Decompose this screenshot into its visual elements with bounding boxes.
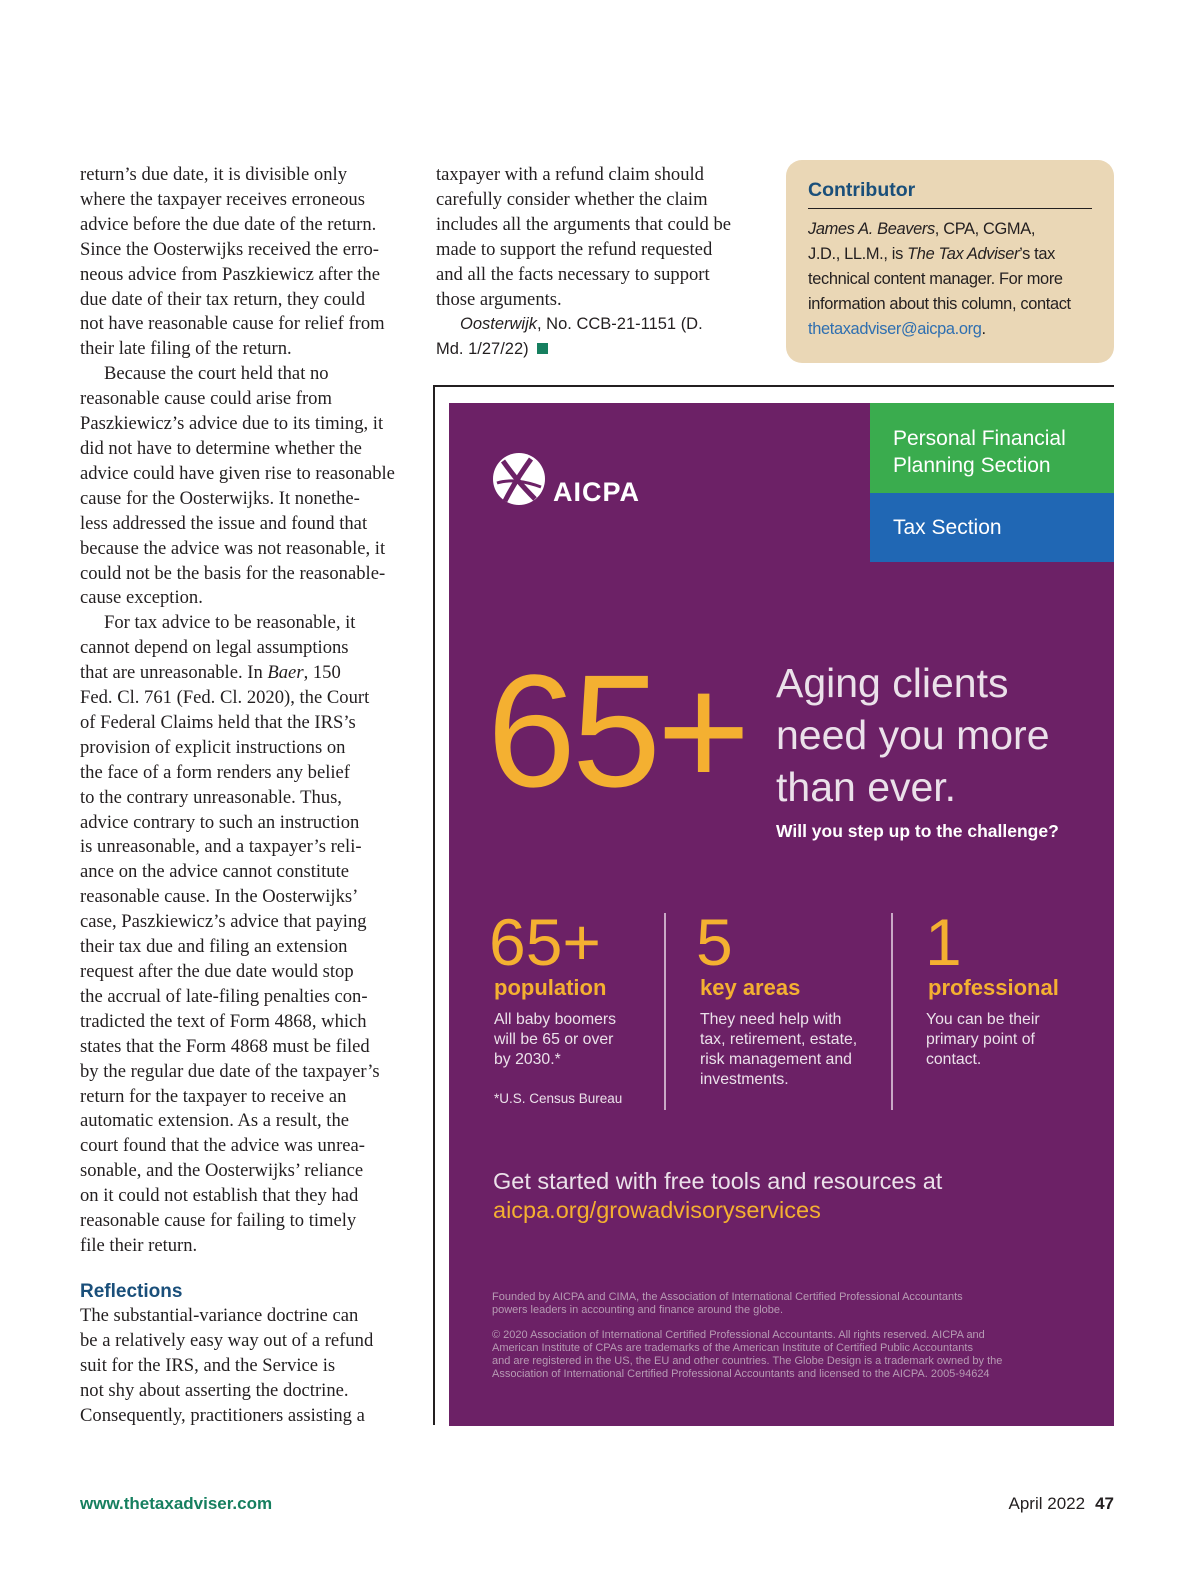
text-line: sonable, and the Oosterwijks’ reliance [80, 1160, 364, 1182]
desc-line: primary point of [926, 1031, 1035, 1048]
contributor-box [786, 160, 1114, 363]
aicpa-logo [491, 451, 641, 511]
desc-line: will be 65 or over [494, 1031, 614, 1048]
end-mark-icon [537, 343, 548, 354]
desc-line: They need help with [700, 1011, 842, 1028]
contributor-name: James A. Beavers [808, 220, 935, 238]
reflections-heading: Reflections [80, 1280, 183, 1302]
bio-text: . [981, 320, 986, 338]
page-number: 47 [1095, 1494, 1114, 1513]
text-line: file their return. [80, 1234, 198, 1256]
fine-line: Founded by AICPA and CIMA, the Association of International Certified Professional Accountants [492, 1291, 963, 1303]
bio-text: J.D., LL.M., is [808, 245, 908, 263]
ad-call-to-action [493, 1167, 942, 1225]
contributor-bio [808, 217, 1092, 342]
text-line: return for the taxpayer to receive an [80, 1085, 347, 1107]
bio-line: information about this column, contact [808, 295, 1071, 313]
text-line: advice before the due date of the return. [80, 213, 377, 235]
text-line: due date of their tax return, they could [80, 288, 365, 310]
stat-number: 1 [925, 905, 962, 979]
text-line: be a relatively easy way out of a refund [80, 1329, 374, 1351]
text-line: includes all the arguments that could be [436, 213, 732, 235]
footer-website-link[interactable]: www.thetaxadviser.com [80, 1494, 273, 1513]
desc-line: tax, retirement, estate, [700, 1031, 858, 1048]
stat-label: population [494, 975, 607, 1000]
stat-description [494, 1010, 616, 1070]
bio-line [808, 317, 1092, 342]
issue-date: April 2022 [1008, 1494, 1086, 1513]
text-line: Since the Oosterwijks received the erro- [80, 238, 379, 260]
case-citation [436, 312, 766, 362]
text-line: could not be the basis for the reasonable- [80, 562, 386, 584]
text-line [80, 661, 415, 686]
headline-line: Aging clients [776, 660, 1009, 706]
bio-text: ’s tax [1019, 245, 1055, 263]
aicpa-advertisement [449, 403, 1114, 1426]
cite-text: Md. 1/27/22) [436, 340, 529, 359]
text-line: For tax advice to be reasonable, it [104, 612, 356, 634]
text-line: Consequently, practitioners assisting a [80, 1404, 365, 1426]
stat-number: 65+ [489, 905, 601, 979]
stat-description [700, 1010, 857, 1090]
text-line: automatic extension. As a result, the [80, 1110, 350, 1132]
article-column-1 [80, 163, 415, 1428]
headline-line: need you more [776, 712, 1050, 758]
text-line: The substantial-variance doctrine can [80, 1304, 359, 1326]
desc-line: All baby boomers [494, 1011, 617, 1028]
text-line: on it could not establish that they had [80, 1185, 359, 1207]
section-label-line: Personal Financial [893, 427, 1066, 450]
text-line: made to support the refund requested [436, 238, 713, 260]
text-line: by the regular due date of the taxpayer’s [80, 1060, 380, 1082]
ad-frame-top-rule [433, 385, 1114, 387]
text-line: return’s due date, it is divisible only [80, 164, 347, 185]
bio-line [808, 217, 1092, 242]
paragraph-5 [436, 163, 766, 312]
text-line: states that the Form 4868 must be filed [80, 1035, 370, 1057]
text-line: case, Paszkiewicz’s advice that paying [80, 911, 367, 933]
paragraph-2 [80, 362, 415, 611]
big-number: 65+ [487, 641, 747, 820]
text-line: court found that the advice was unrea- [80, 1135, 365, 1157]
ad-subheadline: Will you step up to the challenge? [776, 821, 1059, 841]
text-line: where the taxpayer receives erroneous [80, 188, 365, 210]
stat-label: professional [928, 975, 1059, 1000]
section-label-line: Planning Section [893, 454, 1051, 477]
text-line [436, 312, 766, 337]
ad-fine-print-2 [492, 1329, 1002, 1381]
text-line: ance on the advice cannot constitute [80, 861, 349, 883]
text-line: suit for the IRS, and the Service is [80, 1354, 336, 1376]
paragraph-1 [80, 163, 415, 362]
cta-url-link[interactable]: aicpa.org/growadvisoryservices [493, 1197, 821, 1223]
text-line: of Federal Claims held that the IRS’s [80, 711, 356, 733]
bio-text: , CPA, CGMA, [934, 220, 1036, 238]
paragraph-4 [80, 1304, 415, 1429]
text-line [436, 337, 766, 362]
text-line: provision of explicit instructions on [80, 736, 346, 758]
text-line: not have reasonable cause for relief from [80, 313, 385, 335]
stat-label: key areas [700, 975, 801, 1000]
article-column-2 [436, 163, 766, 362]
contact-email-link[interactable]: thetaxadviser@aicpa.org [808, 320, 982, 338]
text-line: cause for the Oosterwijks. It nonethe- [80, 487, 360, 509]
text-line: carefully consider whether the claim [436, 188, 708, 210]
text-line: and all the facts necessary to support [436, 263, 710, 285]
stat-divider [891, 913, 893, 1110]
footer-issue [1009, 1494, 1114, 1514]
text-line: did not have to determine whether the [80, 437, 362, 459]
desc-line: You can be their [926, 1011, 1040, 1028]
case-name: Baer [267, 662, 304, 684]
text-line: their late filing of the return. [80, 338, 292, 360]
text-line: cannot depend on legal assumptions [80, 637, 349, 659]
fine-line: American Institute of CPAs are trademarks of the American Institute of Certified Public Accountants [492, 1342, 973, 1354]
text-line: their tax due and filing an extension [80, 936, 348, 958]
cite-text: , No. CCB-21-1151 (D. [537, 315, 703, 334]
text-line: because the advice was not reasonable, it [80, 537, 386, 559]
text-line: tradicted the text of Form 4868, which [80, 1010, 367, 1032]
section-tax [870, 493, 1114, 562]
desc-line: by 2030.* [494, 1051, 561, 1068]
text-line: neous advice from Paszkiewicz after the [80, 263, 380, 285]
globe-logo-icon [491, 451, 547, 507]
stat-footnote: *U.S. Census Bureau [494, 1091, 623, 1106]
publication-name: The Tax Adviser [907, 245, 1020, 263]
ad-headline [776, 657, 1050, 813]
desc-line: contact. [926, 1051, 982, 1068]
desc-line: investments. [700, 1071, 789, 1088]
cta-text: Get started with free tools and resources at [493, 1168, 943, 1194]
fine-line: and are registered in the US, the EU and other countries. The Globe Design is a trademark owned by the [492, 1355, 1003, 1367]
headline-line: than ever. [776, 764, 957, 810]
ad-fine-print-1 [492, 1291, 963, 1317]
desc-line: risk management and [700, 1051, 852, 1068]
text-line: Paszkiewicz’s advice due to its timing, it [80, 413, 384, 435]
text-line: Because the court held that no [104, 363, 329, 385]
text-line: taxpayer with a refund claim should [436, 164, 704, 185]
fine-line: powers leaders in accounting and finance around the globe. [492, 1304, 784, 1316]
text-line: the accrual of late-filing penalties con- [80, 985, 368, 1007]
text-line: advice could have given rise to reasonable [80, 462, 395, 484]
text-line: reasonable cause. In the Oosterwijks’ [80, 886, 359, 908]
paragraph-3 [80, 611, 415, 1259]
text-run: that are unreasonable. In [80, 662, 268, 684]
text-line: cause exception. [80, 587, 203, 609]
text-line: the face of a form renders any belief [80, 761, 350, 783]
bio-line [808, 242, 1092, 267]
aicpa-logo-text: AICPA [553, 477, 641, 507]
cite-case-name: Oosterwijk [460, 315, 538, 334]
stat-divider [664, 913, 666, 1110]
text-line: reasonable cause for failing to timely [80, 1210, 357, 1232]
section-label-line: Tax Section [893, 516, 1002, 539]
text-line: reasonable cause could arise from [80, 388, 332, 410]
bio-line: technical content manager. For more [808, 270, 1063, 288]
stat-number: 5 [696, 905, 733, 979]
text-line: advice contrary to such an instruction [80, 811, 360, 833]
contributor-title: Contributor [808, 178, 1092, 209]
section-personal-financial-planning [870, 403, 1114, 493]
text-line: is unreasonable, and a taxpayer’s reli- [80, 836, 362, 858]
text-line: request after the due date would stop [80, 961, 354, 982]
text-line: to the contrary unreasonable. Thus, [80, 786, 342, 808]
text-line: Fed. Cl. 761 (Fed. Cl. 2020), the Court [80, 687, 370, 709]
text-line: not shy about asserting the doctrine. [80, 1379, 349, 1401]
fine-line: Association of International Certified Professional Accountants and licensed to the AICPA. 2005-94624 [492, 1368, 990, 1380]
text-line: less addressed the issue and found that [80, 512, 368, 534]
text-line: those arguments. [436, 288, 562, 310]
stat-description [926, 1010, 1040, 1070]
ad-frame-left-rule [433, 385, 435, 1425]
fine-line: © 2020 Association of International Certified Professional Accountants. All rights reserved. AICPA and [492, 1329, 985, 1341]
text-run: , 150 [303, 662, 341, 684]
